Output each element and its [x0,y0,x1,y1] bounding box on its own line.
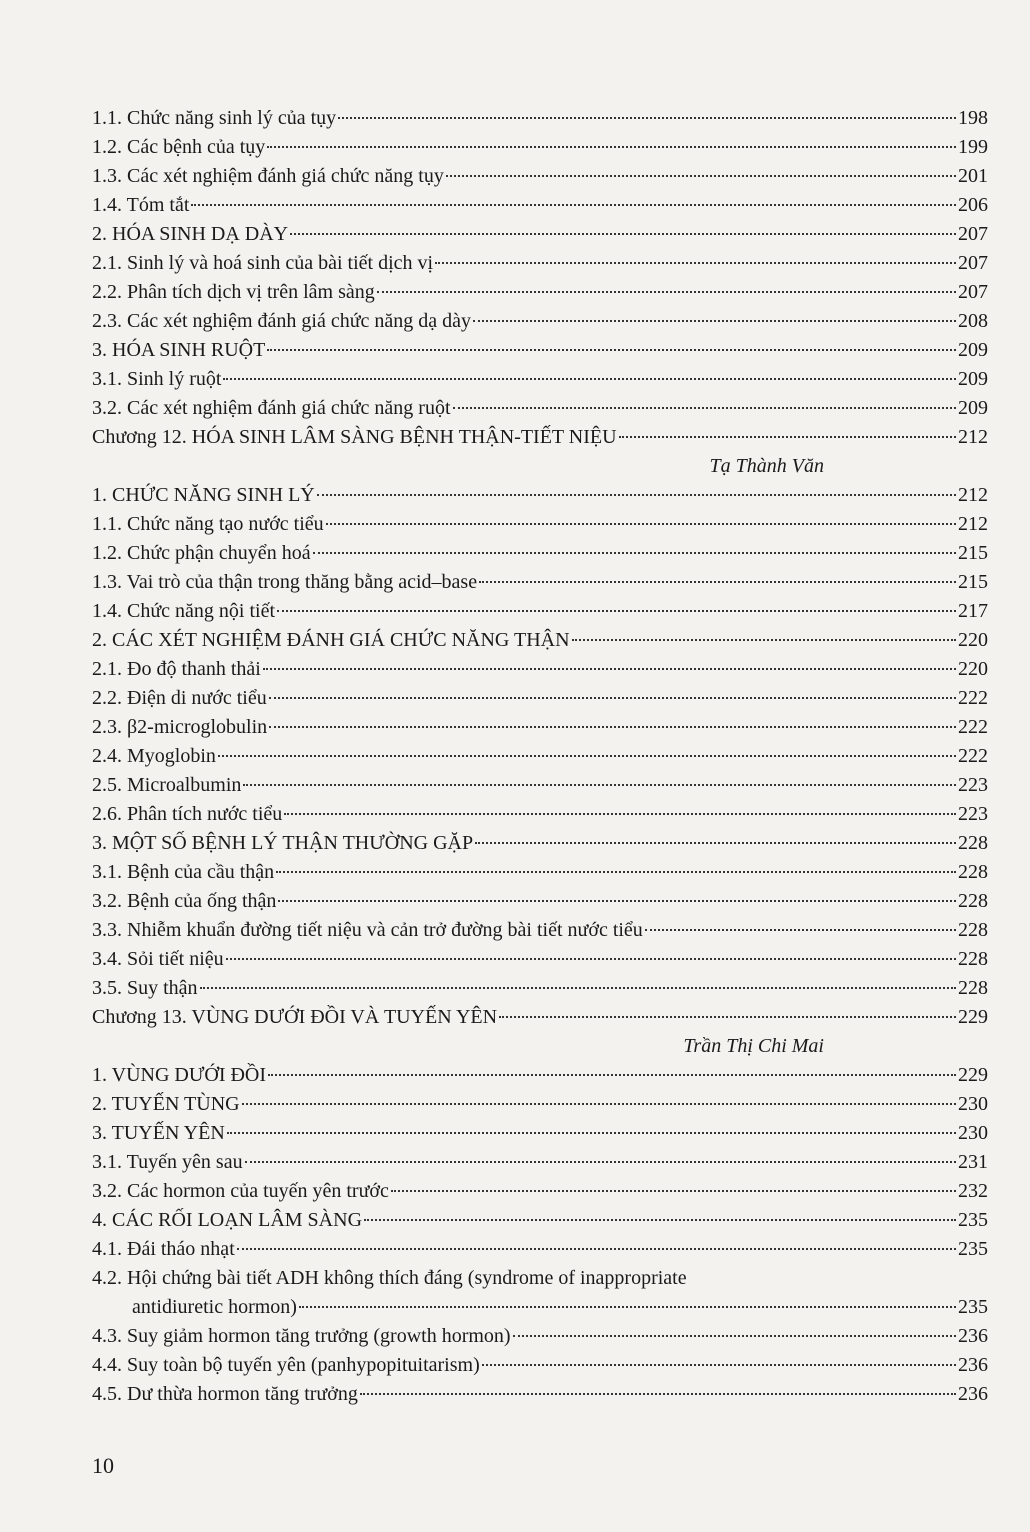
toc-entry [92,1235,988,1264]
dot-leader [338,117,956,119]
toc-entry [92,945,988,974]
dot-leader [377,291,956,293]
toc-entry-label: 3.5. Suy thận [92,977,198,999]
toc-entry-label: 2.3. β2-microglobulin [92,716,268,738]
dot-leader [267,349,956,351]
toc-entry-page: 223 [958,803,988,825]
toc-entry-label: 2.2. Phân tích dịch vị trên lâm sàng [92,281,375,303]
dot-leader [475,842,956,844]
dot-leader [313,552,956,554]
toc-entry-page: 217 [958,600,988,622]
toc-entry [92,1177,988,1206]
dot-leader [284,813,956,815]
toc-entry-label: 3.4. Sỏi tiết niệu [92,948,224,970]
chapter12-author: Tạ Thành Văn [709,455,824,477]
toc-entry-page: 228 [958,832,988,854]
dot-leader [223,378,956,380]
toc-entry-label: 2.1. Sinh lý và hoá sinh của bài tiết dịch vị [92,252,434,274]
toc-entry-page: 208 [958,310,988,332]
toc-entry-page: 228 [958,919,988,941]
toc-entry-page: 236 [958,1354,988,1376]
toc-entry-page: 207 [958,223,988,245]
toc-entry-page: 207 [958,252,988,274]
toc-entry-page: 235 [958,1296,988,1318]
dot-leader [299,1306,956,1308]
dot-leader [191,204,956,206]
dot-leader [243,784,956,786]
toc-entry [92,365,988,394]
toc-entry-page: 207 [958,281,988,303]
toc-entry [92,307,988,336]
toc-entry-label: 4.1. Đái tháo nhạt [92,1238,235,1260]
toc-entry-label: 4.4. Suy toàn bộ tuyến yên (panhypopituitarism) [92,1354,480,1376]
toc-entry-page: 231 [958,1151,988,1173]
toc-entry-page: 215 [958,571,988,593]
dot-leader [267,146,956,148]
toc-entry [92,1148,988,1177]
toc-entry [92,974,988,1003]
toc-entry-label: 3.1. Bệnh của cầu thận [92,861,275,883]
toc-entry [92,713,988,742]
toc-entry [92,916,988,945]
toc-entry-label: 4.5. Dư thừa hormon tăng trưởng [92,1383,358,1405]
dot-leader [619,436,956,438]
toc-entry-page: 209 [958,339,988,361]
toc-entry-label: 1.4. Tóm tắt [92,194,190,216]
toc-entry [92,858,988,887]
toc-entry-label: 3.2. Các hormon của tuyến yên trước [92,1180,389,1202]
toc-block-chapter11 [92,104,988,452]
dot-leader [276,871,956,873]
toc-entry-page: 209 [958,397,988,419]
toc-entry-label: 1.3. Các xét nghiệm đánh giá chức năng tụy [92,165,444,187]
toc-entry-page: 229 [958,1064,988,1086]
toc-entry-page: 222 [958,687,988,709]
toc-entry [92,162,988,191]
toc-entry-label: 2. TUYẾN TÙNG [92,1093,240,1115]
toc-entry-page: 228 [958,861,988,883]
toc-entry-label: 1.2. Các bệnh của tụy [92,136,266,158]
toc-block-chapter12 [92,481,988,1032]
toc-entry-page: 220 [958,629,988,651]
toc-entry-label: 3.1. Tuyến yên sau [92,1151,243,1173]
toc-entry-page: 212 [958,513,988,535]
toc-entry-label: 2. HÓA SINH DẠ DÀY [92,223,289,245]
toc-entry [92,597,988,626]
dot-leader [237,1248,956,1250]
toc-entry-label: 2.6. Phân tích nước tiểu [92,803,283,825]
toc-entry-label: 1.4. Chức năng nội tiết [92,600,276,622]
toc-entry-label: 2.2. Điện di nước tiểu [92,687,267,709]
toc-entry [92,742,988,771]
toc-entry-label: Chương 12. HÓA SINH LÂM SÀNG BỆNH THẬN-TIẾT NIỆU [92,426,617,448]
toc-entry-page: 236 [958,1325,988,1347]
toc-entry-label: 3. HÓA SINH RUỘT [92,339,266,361]
toc-entry [92,887,988,916]
toc-entry [92,539,988,568]
dot-leader [446,175,956,177]
dot-leader [278,900,956,902]
toc-entry-label: 2.1. Đo độ thanh thải [92,658,261,680]
toc-entry-label: 4.3. Suy giảm hormon tăng trưởng (growth hormon) [92,1325,511,1347]
dot-leader [269,726,956,728]
toc-entry-label: 3.3. Nhiễm khuẩn đường tiết niệu và cản trở đường bài tiết nước tiểu [92,919,643,941]
toc-entry-page: 229 [958,1006,988,1028]
toc-block-chapter13-cont [92,1322,988,1409]
toc-entry-page: 236 [958,1383,988,1405]
toc-block-chapter13 [92,1061,988,1264]
toc-entry [92,655,988,684]
toc-entry-label: 1. VÙNG DƯỚI ĐỒI [92,1064,267,1086]
toc-entry-page: 228 [958,890,988,912]
toc-entry-page: 235 [958,1209,988,1231]
toc-entry-label: 2.5. Microalbumin [92,774,242,796]
toc-entry-page: 230 [958,1122,988,1144]
toc-entry-page: 198 [958,107,988,129]
dot-leader [317,494,956,496]
toc-entry [92,1322,988,1351]
toc-entry [92,626,988,655]
toc-entry-label: 2. CÁC XÉT NGHIỆM ĐÁNH GIÁ CHỨC NĂNG THẬN [92,629,570,651]
dot-leader [499,1016,956,1018]
toc-entry-label: 1.1. Chức năng tạo nước tiểu [92,513,324,535]
toc-entry [92,1380,988,1409]
dot-leader [572,639,956,641]
toc-entry-wrapped-first-line: 4.2. Hội chứng bài tiết ADH không thích đáng (syndrome of inappropriate [92,1267,687,1289]
toc-entry [92,249,988,278]
toc-entry-page: 209 [958,368,988,390]
toc-entry [92,1351,988,1380]
toc-entry-label: 1.2. Chức phận chuyển hoá [92,542,311,564]
toc-entry-page: 215 [958,542,988,564]
toc-entry [92,423,988,452]
dot-leader [453,407,956,409]
dot-leader [360,1393,956,1395]
dot-leader [473,320,956,322]
dot-leader [326,523,956,525]
toc-entry-page: 206 [958,194,988,216]
toc-entry [92,1090,988,1119]
toc-entry-label: 3. TUYẾN YÊN [92,1122,225,1144]
toc-entry-label: 4. CÁC RỐI LOẠN LÂM SÀNG [92,1209,363,1231]
dot-leader [645,929,956,931]
toc-entry [92,191,988,220]
dot-leader [218,755,956,757]
toc-entry [92,394,988,423]
toc-entry-page: 228 [958,977,988,999]
toc-entry [92,133,988,162]
dot-leader [242,1103,956,1105]
toc-entry [92,510,988,539]
toc-entry-label: Chương 13. VÙNG DƯỚI ĐỒI VÀ TUYẾN YÊN [92,1006,498,1028]
dot-leader [391,1190,956,1192]
dot-leader [435,262,956,264]
toc-entry-label: 2.4. Myoglobin [92,745,216,767]
toc-entry-page: 235 [958,1238,988,1260]
toc-entry-label: 2.3. Các xét nghiệm đánh giá chức năng dạ dày [92,310,472,332]
chapter13-author: Trần Thị Chi Mai [683,1035,824,1057]
dot-leader [227,1132,956,1134]
dot-leader [268,1074,956,1076]
toc-entry-label: 1. CHỨC NĂNG SINH LÝ [92,484,315,506]
toc-entry-label: 1.3. Vai trò của thận trong thăng bằng acid–base [92,571,478,593]
toc-entry [92,104,988,133]
toc-entry [92,829,988,858]
toc-entry-page: 232 [958,1180,988,1202]
toc-entry [92,684,988,713]
toc-entry-label: 3.1. Sinh lý ruột [92,368,222,390]
toc-entry-label: antidiuretic hormon) [132,1296,297,1318]
page-number: 10 [92,1453,114,1478]
toc-entry-label: 1.1. Chức năng sinh lý của tụy [92,107,337,129]
dot-leader [263,668,956,670]
dot-leader [277,610,956,612]
toc-entry-page: 212 [958,426,988,448]
dot-leader [482,1364,956,1366]
dot-leader [226,958,956,960]
toc-entry [92,1119,988,1148]
dot-leader [290,233,956,235]
toc-entry [92,568,988,597]
toc-entry [92,278,988,307]
toc-entry-wrapped-second-line [92,1293,988,1322]
table-of-contents [92,104,988,1409]
toc-entry-page: 230 [958,1093,988,1115]
toc-entry [92,771,988,800]
dot-leader [364,1219,956,1221]
dot-leader [200,987,956,989]
toc-entry [92,336,988,365]
toc-entry-page: 220 [958,658,988,680]
toc-entry-page: 222 [958,716,988,738]
dot-leader [269,697,956,699]
toc-entry [92,220,988,249]
toc-entry-page: 222 [958,745,988,767]
toc-entry [92,1003,988,1032]
toc-entry-page: 212 [958,484,988,506]
dot-leader [245,1161,956,1163]
toc-entry-page: 223 [958,774,988,796]
toc-entry [92,1206,988,1235]
dot-leader [479,581,956,583]
dot-leader [513,1335,956,1337]
toc-entry [92,481,988,510]
toc-entry-label: 3. MỘT SỐ BỆNH LÝ THẬN THƯỜNG GẶP [92,832,474,854]
toc-entry-page: 201 [958,165,988,187]
toc-entry-page: 199 [958,136,988,158]
toc-entry-label: 3.2. Các xét nghiệm đánh giá chức năng ruột [92,397,451,419]
toc-entry-label: 3.2. Bệnh của ống thận [92,890,277,912]
toc-entry-page: 228 [958,948,988,970]
toc-entry [92,800,988,829]
toc-entry [92,1061,988,1090]
